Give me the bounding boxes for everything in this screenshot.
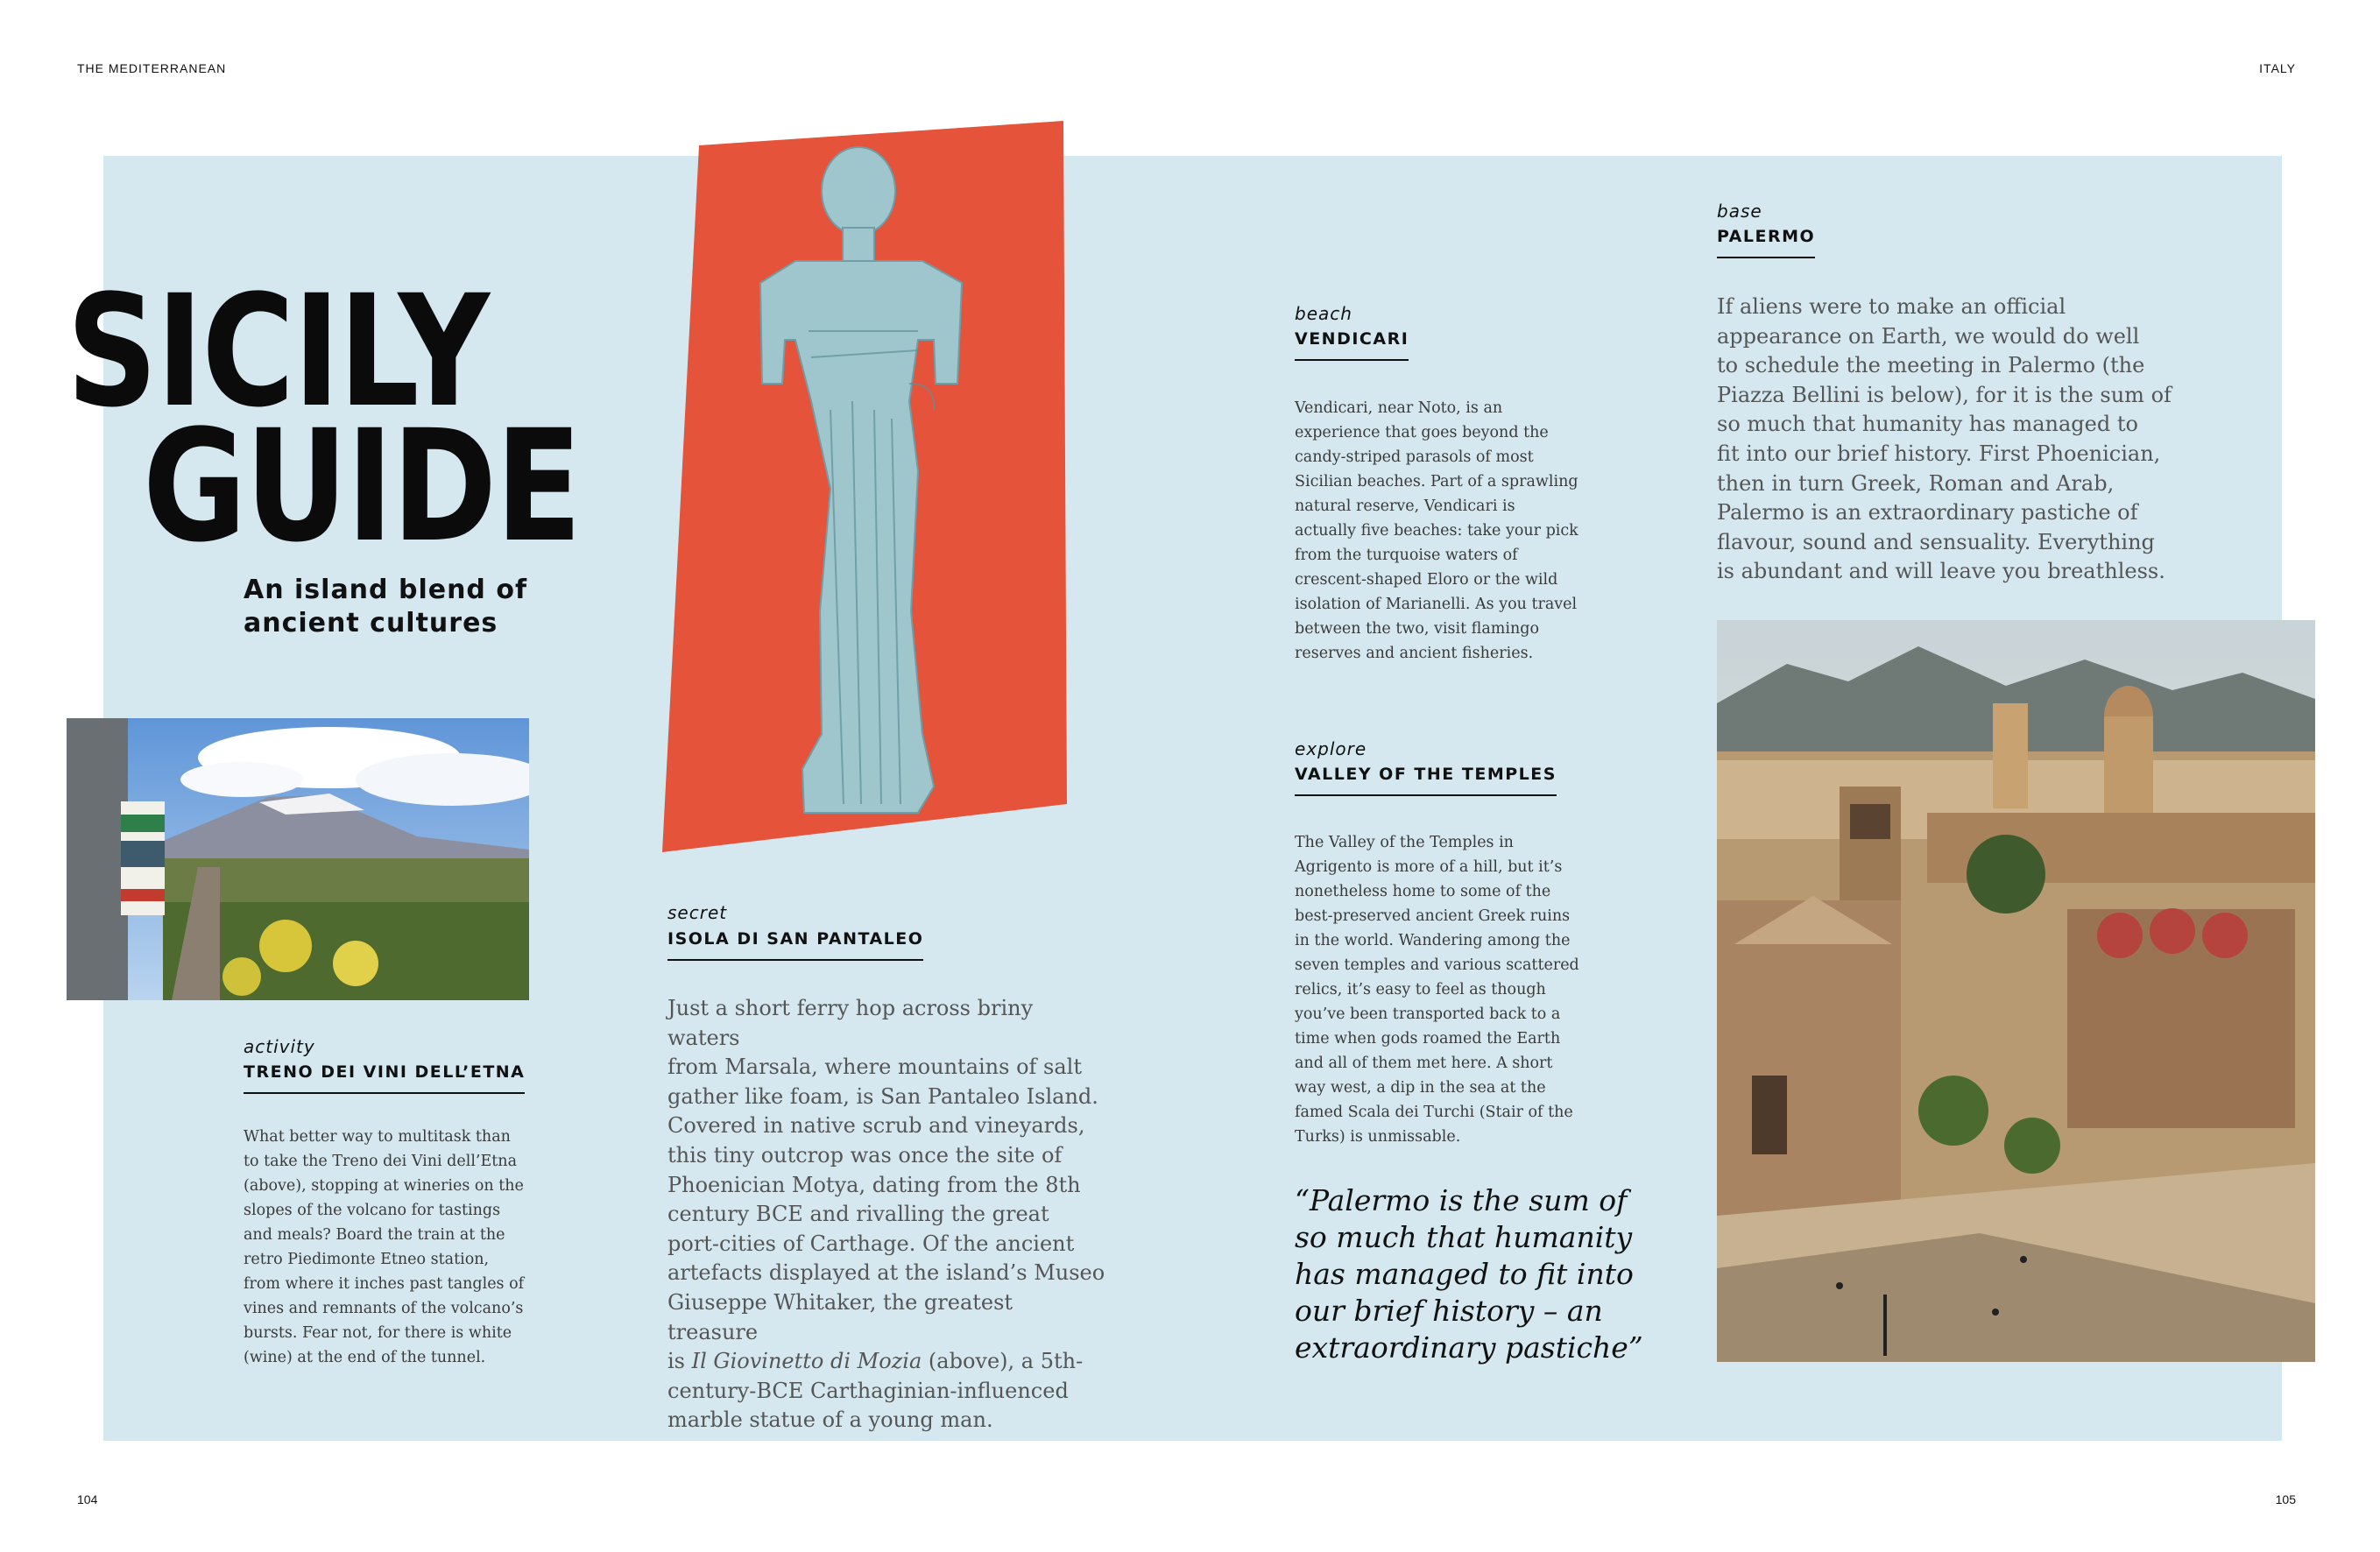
- explore-line: in the world. Wandering among the: [1295, 932, 1571, 949]
- secret-line: century-BCE Carthaginian-influenced: [667, 1378, 1069, 1403]
- secret-em-prefix: is: [667, 1349, 692, 1374]
- base-line: flavour, sound and sensuality. Everything: [1717, 529, 2155, 554]
- palermo-photo: [1717, 620, 2315, 1362]
- explore-line: way west, a dip in the sea at the: [1295, 1079, 1546, 1097]
- activity-line: What better way to multitask than: [244, 1128, 511, 1146]
- pull-quote: [1295, 1182, 1663, 1366]
- secret-line: marble statue of a young man.: [667, 1407, 993, 1433]
- quote-line: has managed to fit into: [1295, 1257, 1634, 1291]
- secret-line: port-cities of Carthage. Of the ancient: [667, 1231, 1075, 1256]
- beach-line: isolation of Marianelli. As you travel: [1295, 596, 1578, 613]
- quote-line: our brief history – an: [1295, 1294, 1603, 1328]
- quote-line: extraordinary pastiche”: [1295, 1330, 1643, 1365]
- explore-line: time when gods roamed the Earth: [1295, 1030, 1561, 1048]
- secret-line: artefacts displayed at the island’s Museo: [667, 1260, 1105, 1286]
- base-line: then in turn Greek, Roman and Arab,: [1717, 470, 2115, 496]
- beach-line: reserves and ancient fisheries.: [1295, 645, 1534, 662]
- quote-line: “Palermo is the sum of: [1295, 1183, 1628, 1217]
- explore-line: Agrigento is more of a hill, but it’s: [1295, 858, 1563, 876]
- base-heading: PALERMO: [1717, 227, 1815, 258]
- explore-line: seven temples and various scattered: [1295, 956, 1579, 974]
- beach-line: from the turquoise waters of: [1295, 547, 1518, 564]
- activity-line: to take the Treno dei Vini dell’Etna: [244, 1153, 518, 1170]
- page-number-left: 104: [77, 1492, 98, 1506]
- activity-line: (above), stopping at wineries on the: [244, 1177, 524, 1195]
- beach-heading: VENDICARI: [1295, 329, 1409, 361]
- secret-heading: ISOLA DI SAN PANTALEO: [667, 929, 923, 961]
- secret-line: Phoenician Motya, dating from the 8th: [667, 1172, 1081, 1197]
- base-line: If aliens were to make an official: [1717, 294, 2066, 319]
- activity-line: retro Piedimonte Etneo station,: [244, 1251, 490, 1268]
- beach-line: experience that goes beyond the: [1295, 424, 1549, 441]
- secret-line: Covered in native scrub and vineyards,: [667, 1113, 1085, 1139]
- title-line-1: SICILY: [67, 262, 489, 441]
- beach-line: between the two, visit flamingo: [1295, 620, 1539, 638]
- explore-line: nonetheless home to some of the: [1295, 883, 1551, 900]
- secret-kicker: secret: [667, 902, 728, 923]
- secret-line: gather like foam, is San Pantaleo Island.: [667, 1083, 1098, 1109]
- activity-line: (wine) at the end of the tunnel.: [244, 1349, 486, 1366]
- base-line: to schedule the meeting in Palermo (the: [1717, 353, 2145, 378]
- subtitle-line-1: An island blend of: [244, 575, 528, 605]
- base-line: fit into our brief history. First Phoenician,: [1717, 441, 2161, 466]
- secret-line: this tiny outcrop was once the site of: [667, 1142, 1063, 1168]
- secret-body: [667, 994, 1105, 1436]
- base-line: Palermo is an extraordinary pastiche of: [1717, 500, 2138, 526]
- beach-kicker: beach: [1295, 303, 1352, 324]
- explore-line: famed Scala dei Turchi (Stair of the: [1295, 1104, 1573, 1121]
- activity-line: bursts. Fear not, for there is white: [244, 1324, 512, 1342]
- quote-line: so much that humanity: [1295, 1220, 1633, 1254]
- subtitle: [244, 574, 527, 640]
- explore-kicker: explore: [1295, 738, 1367, 759]
- activity-line: and meals? Board the train at the: [244, 1226, 505, 1244]
- statue-illustration: [655, 121, 1067, 852]
- explore-line: best-preserved ancient Greek ruins: [1295, 907, 1571, 925]
- activity-line: slopes of the volcano for tastings: [244, 1202, 501, 1219]
- page-number-right: 105: [2275, 1492, 2296, 1506]
- base-line: Piazza Bellini is below), for it is the sum of: [1717, 382, 2172, 407]
- beach-line: Vendicari, near Noto, is an: [1295, 399, 1503, 417]
- activity-body: [244, 1125, 533, 1370]
- secret-line: Just a short ferry hop across briny waters: [667, 996, 1034, 1050]
- subtitle-line-2: ancient cultures: [244, 608, 498, 638]
- base-kicker: base: [1717, 201, 1762, 222]
- secret-line: Giuseppe Whitaker, the greatest treasure: [667, 1289, 1013, 1344]
- beach-line: actually five beaches: take your pick: [1295, 522, 1578, 540]
- explore-body: [1295, 830, 1593, 1149]
- beach-line: natural reserve, Vendicari is: [1295, 497, 1515, 515]
- train-photo: [67, 718, 529, 1000]
- base-line: appearance on Earth, we would do well: [1717, 323, 2140, 349]
- secret-line-emphasis: [667, 1347, 1105, 1377]
- activity-line: vines and remnants of the volcano’s: [244, 1300, 524, 1317]
- beach-line: Sicilian beaches. Part of a sprawling: [1295, 473, 1578, 490]
- beach-line: crescent-shaped Eloro or the wild: [1295, 571, 1558, 589]
- explore-line: relics, it’s easy to feel as though: [1295, 981, 1546, 998]
- explore-line: The Valley of the Temples in: [1295, 834, 1514, 851]
- title-line-2: GUIDE: [143, 397, 581, 576]
- secret-em-title: Il Giovinetto di Mozia: [691, 1349, 922, 1374]
- running-head-left: THE MEDITERRANEAN: [77, 61, 227, 75]
- activity-kicker: activity: [244, 1036, 315, 1057]
- beach-body: [1295, 396, 1593, 666]
- secret-line: from Marsala, where mountains of salt: [667, 1055, 1082, 1080]
- explore-heading: VALLEY OF THE TEMPLES: [1295, 765, 1557, 796]
- explore-line: you’ve been transported back to a: [1295, 1005, 1561, 1023]
- secret-line: century BCE and rivalling the great: [667, 1202, 1049, 1227]
- explore-line: and all of them met here. A short: [1295, 1055, 1553, 1072]
- secret-em-suffix: (above), a 5th-: [922, 1349, 1084, 1374]
- beach-line: candy-striped parasols of most: [1295, 448, 1534, 466]
- base-body: [1717, 293, 2172, 587]
- running-head-right: ITALY: [2259, 61, 2296, 75]
- activity-line: from where it inches past tangles of: [244, 1275, 525, 1293]
- base-line: so much that humanity has managed to: [1717, 412, 2138, 437]
- activity-heading: TRENO DEI VINI DELL’ETNA: [244, 1062, 525, 1094]
- base-line: is abundant and will leave you breathless.: [1717, 559, 2165, 584]
- explore-line: Turks) is unmissable.: [1295, 1128, 1461, 1146]
